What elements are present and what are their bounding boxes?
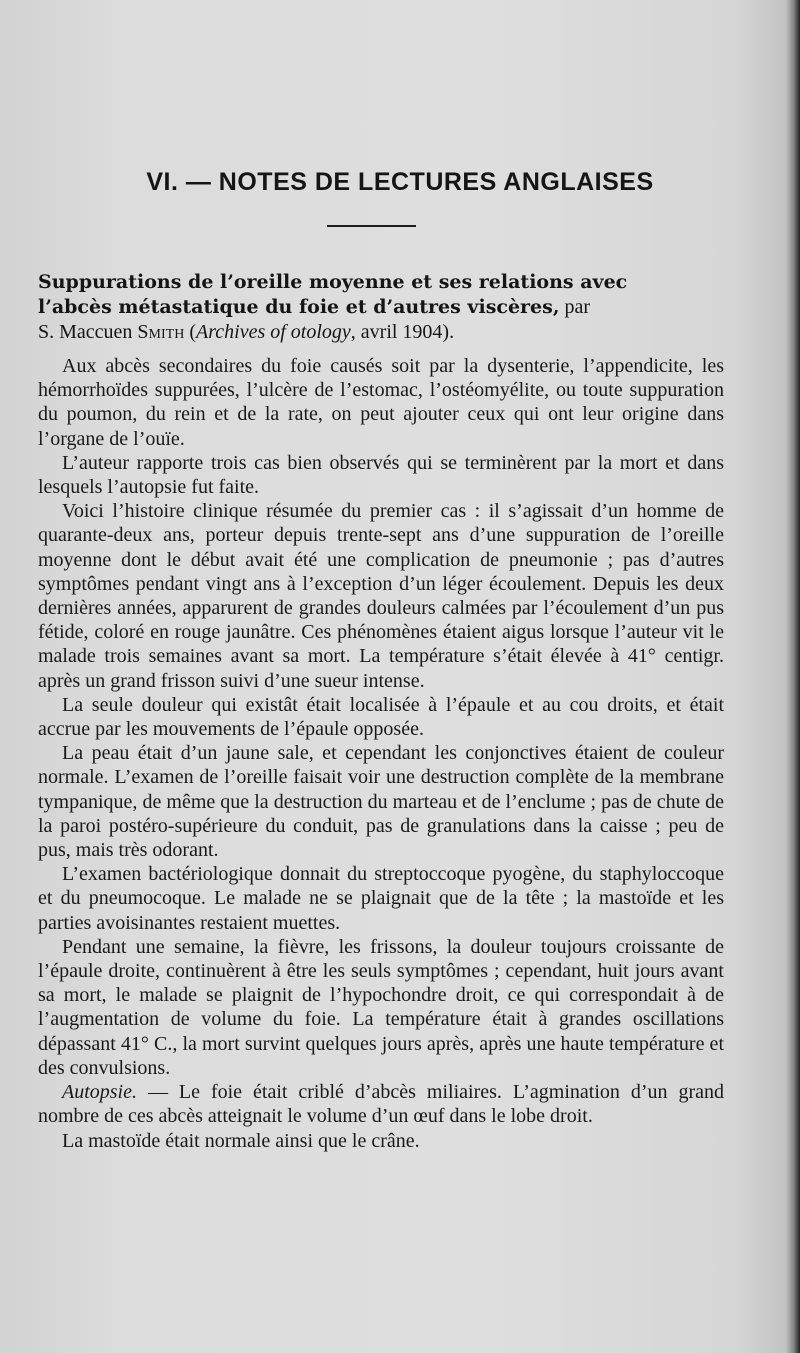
article-title: [38, 270, 728, 345]
author-name: Smith: [137, 321, 185, 343]
paragraph: Aux abcès secondaires du foie causés soit par la dysenterie, l’appendicite, les hémorrhoïdes suppurées, l’ulcère de l’estomac, l’ostéomyélite, ou toute suppuration du poumon, du rein et de la rate, on peut ajouter ceux qui ont leur origine dans l’organe de l’ouïe.: [38, 355, 724, 450]
title-rule: [327, 225, 416, 227]
author-initial: S. Maccuen: [38, 321, 138, 343]
last-paragraph: La mastoïde était normale ainsi que le crâne.: [62, 1129, 420, 1152]
autopsy-text: — Le foie était criblé d’abcès miliaires. L’agmination d’un grand nombre de ces abcès atteignait le volume d’un œuf dans le lobe droit.: [38, 1081, 724, 1128]
paragraph: La peau était d’un jaune sale, et cependant les conjonctives étaient de couleur normale. L’examen de l’oreille faisait voir une destruction complète de la membrane tympanique, de même que la destruction du marteau et de l’enclume ; pas de chute de la paroi postéro-supérieure du conduit, pas de granulations dans la caisse ; peu de pus, mais très odorant.: [38, 742, 724, 862]
paragraph: Voici l’histoire clinique résumée du premier cas : il s’agissait d’un homme de quarante-deux ans, porteur depuis trente-sept ans d’une suppuration de l’oreille moyenne dont le début avait été une complication de pneumonie ; pas d’autres symptômes pendant vingt ans à l’exception d’un léger écoulement. Depuis les deux dernières années, apparurent de grandes douleurs calmées par l’écoulement d’un pus fétide, coloré en rouge jaunâtre. Ces phénomènes étaient aigus lorsque l’auteur vit le malade trois semaines avant sa mort. La température s’était élevée à 41° centigr. après un grand frisson suivi d’une sueur intense.: [38, 500, 724, 692]
autopsy-label: Autopsie.: [62, 1081, 137, 1104]
paragraph: L’auteur rapporte trois cas bien observés qui se terminèrent par la mort et dans lesquels l’autopsie fut faite.: [38, 451, 724, 499]
article-title-line-1: Suppurations de l’oreille moyenne et ses relations avec: [38, 271, 628, 293]
article-title-line-2: l’abcès métastatique du foie et d’autres viscères,: [38, 296, 560, 318]
page-edge-shadow: [786, 0, 800, 1353]
source-date: , avril 1904).: [350, 321, 455, 343]
source-open: (: [184, 321, 196, 343]
autopsy-paragraph: [38, 1080, 724, 1128]
article-body: [38, 354, 724, 1153]
paragraph: La seule douleur qui existât était localisée à l’épaule et au cou droits, et était accrue par les mouvements de l’épaule opposée.: [38, 693, 724, 741]
section-heading: VI. — NOTES DE LECTURES ANGLAISES: [146, 168, 654, 196]
journal-name: Archives of otology: [196, 321, 351, 343]
article-title-par: par: [559, 296, 590, 318]
paragraph: Pendant une semaine, la fièvre, les frissons, la douleur toujours croissante de l’épaule droite, continuèrent à être les seuls symptômes ; cependant, huit jours avant sa mort, le malade se plaignit de l’hypochondre droit, ce qui correspondait à de l’augmentation de volume du foie. La température était à grandes oscillations dépassant 41° C., la mort survint quelques jours après, après une haute température et des convulsions.: [38, 935, 724, 1079]
paragraph: L’examen bactériologique donnait du streptoccoque pyogène, du staphyloccoque et du pneumocoque. Le malade ne se plaignait que de la tête ; la mastoïde et les parties avoisinantes restaient muettes.: [38, 863, 724, 934]
